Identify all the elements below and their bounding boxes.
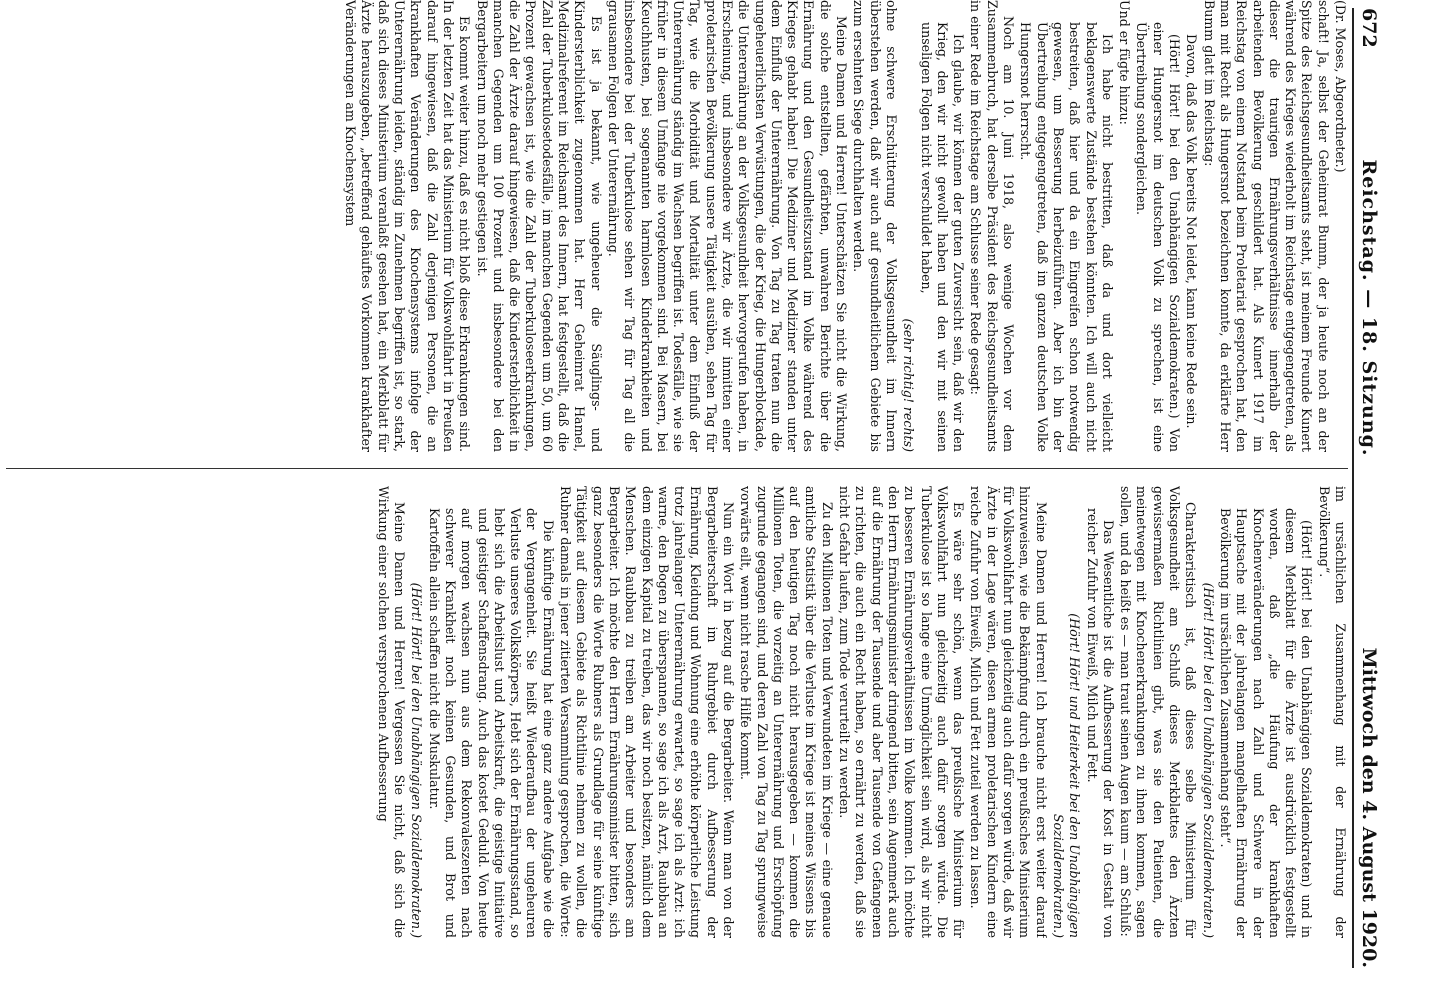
left-column-paragraph: (sehr richtig! rechts) [901, 318, 917, 452]
right-text-column [6, 486, 1348, 938]
right-column-paragraph: im ursächlichen Zusammenhang mit der Ernährung der Bevölkerung“. [1316, 486, 1348, 938]
right-column-paragraph: Die künftige Ernährung hat eine ganz andere Aufgabe wie die der Vergangenheit. Sie heißt Wiederaufbau der ungeheuren Verluste unseres Volkskörpers, Hebt sich der Ernährungsstand, so hebt sich die Arbeitslust und Arbeitskraft, die geistige Initiative und geistiger Schaffensdrang. Auch das kostet Geduld. Von heute auf morgen wachsen nun aus dem Rekonvaleszenten nach schwerer Krankheit noch keinen Gesunden, und Brot und Kartoffeln allein schaffen nicht die Muskulatur. [426, 508, 556, 938]
right-column-paragraph: Meine Damen und Herren! Ich brauche nicht erst weiter darauf hinzuweisen, wie die Bekämpfung durch ein preußisches Ministerium für Volkswohlfahrt nun gleichzeitig auch dafür sorgen würde, daß wir Ärzte in der Lage wären, diesen armen proletarischen Kindern eine reiche Zufuhr von Eiweiß, Milch und Fett zuteil werden zu lassen. [968, 486, 1049, 938]
left-column-paragraph: (Dr. Moses, Abgeordneter.) [1333, 0, 1348, 173]
running-header [1352, 8, 1392, 968]
right-column-paragraph: Das Wesentliche ist die Aufbesserung der Kost in Gestalt von reicher Zufuhr von Eiweiß, Milch und Fett. [1084, 508, 1116, 938]
left-column-paragraph: Davon, daß das Volk bereits Not leidet, kann keine Rede sein. [1184, 34, 1200, 429]
left-column-paragraph: Es ist ja bekannt, wie ungeheuer die Säuglings- und Kindersterblichkeit zugenommen hat. Herr Geheimrat Hamel, Medizinalreferent im Reichsamt des Innern, hat festgestellt, daß die Zahl der Tuberkulosetodesfälle, im manchen Gegenden um 50, um 60 Prozent gewachsen ist, wie die Zahl der Tuberkuloseerkrankungen, die Zahl der Ärzte darauf hingewiesen, daß die Kindersterblichkeit in manchen Gegenden um 100 Prozent und insbesondere bei den Bergarbeitern um noch mehr gestiegen ist. [474, 0, 604, 452]
right-column-paragraph: Meine Damen und Herren! Vergessen Sie nicht, daß sich die Wirkung einer solchen versprochenen Aufbesserung [375, 486, 408, 938]
right-column-paragraph: Es wäre sehr schön, wenn das preußische Ministerium für Volkswohlfahrt nun gleichzeitig auch dafür sorgen würde. Die Tuberkulose ist so lange eine Unmöglichkeit sein wird, als wir nicht zu besseren Ernährungsverhältnissen im Volke kommen. Ich möchte den Herrn Ernährungsminister dringend bitten, sein Augenmerk auch auf die Ernährung der Tausende und aber Tausende von Gefangenen zu richten, die auch ein Recht haben, so ernährt zu werden, daß sie nicht Gefahr laufen, zum Tode verurteilt zu werden. [837, 486, 967, 938]
left-column-paragraph: (Hört! Hört! bei den Unabhängigen Sozialdemokraten.) Von einer Hungersnot im deutschen Volk zu sprechen, ist eine Übertreibung sondergleichen. [1134, 22, 1183, 452]
right-column-paragraph: (Hört! Hört! bei den Unabhängigen Sozialdemokraten.) [409, 582, 425, 938]
left-column-paragraph: Es kommt weiter hinzu, daß es nicht bloß diese Erkrankungen sind. In der letzten Zeit hat das Ministerium für Volkswohlfahrt in Preußen darauf hingewiesen, daß die Zahl derjenigen Personen, die an krankhaften Veränderungen des Knochensystems infolge der Unterernährung leiden, ständig im Zunehmen begriffen ist, so stark, daß sich dieses Ministerium veranlaßt gesehen hat, ein Merkblatt für Ärzte herauszugeben, „betreffend gehäuftes Vorkommen krankhafter Veränderungen am Knochensystem [343, 0, 473, 452]
right-column-paragraph: (Hört! Hört! bei den Unabhängigen Sozialdemokraten.) [1200, 582, 1216, 938]
right-column-paragraph: Nun ein Wort in bezug auf die Bergarbeiter. Wenn man von der Bergarbeiterschaft im Ruhrgebiet durch Aufbesserung der Ernährung, Kleidung und Wohnung eine erhöhte körperliche Leistung trotz jahrelanger Unterernährung erwartet, so sage ich als Arzt: ich warne, den Bogen zu überspannen, so sage ich als Arzt, Raubbau an dem einzigen Kapital zu treiben, das wir noch besitzen, nämlich dem Menschen. Raubbau zu treiben am Arbeiter und besonders am Bergarbeiter. Ich möchte den Herrn Ernährungsminister bitten, sich ganz besonders die Worte Rubners als Grundlage für seine künftige Tätigkeit auf diesem Gebiete als Richtlinie nehmen zu wollen, die Rubner damals in jener zitierten Versammlung gesprochen, die Worte: [558, 486, 737, 938]
left-column-paragraph: ohne schwere Erschütterung der Volksgesundheit im Innern überstehen werden, daß wir auch auf gesundheitlichem Gebiete bis zum ersehnten Siege durchhalten werden. [851, 0, 899, 452]
left-column-paragraph: schaft! Ja, selbst der Geheimrat Bumm, der ja heute noch an der Spitze des Reichsgesundheitsamts steht, ist meinem Freunde Kunert während des Krieges wiederholt im Reichstage entgegengetreten, als dieser die traurigen Ernährungsverhältnisse innerhalb der arbeitenden Bevölkerung geschildert hat. Als Kunert 1917 im Reichstag von einem Notstand beim Proletariat gesprochen hat, den man mit Recht als Hungersnot bezeichnen konnte, da erklärte Herr Bumm glatt im Reichstag: [1201, 0, 1331, 452]
right-column-paragraph: (Hört! Hört! bei den Unabhängigen Sozialdemokraten) und in diesem Merkblatt für die Ärzte ist ausdrücklich festgestellt worden, daß „die Häufung der krankhaften Knochenveränderungen nach Zahl und Schwere in der Hauptsache mit der jahrelangen mangelhaften Ernährung der Bevölkerung im ursächlichen Zusammenhang steht“. [1217, 508, 1315, 938]
header-date: Mittwoch den 4. August 1920. [1358, 647, 1380, 968]
left-column-paragraph: Ich habe nicht bestritten, daß da und dort vielleicht beklagenswerte Zustände bestehen könnten. Ich will auch nicht bestreiten, daß hier und da ein Eingreifen schon notwendig gewesen, um Besserung herbeizuführen. Aber ich bin der Übertreibung entgegengetreten, daß im ganzen deutschen Volke Hungersnot herrscht. [1018, 22, 1115, 452]
left-column-paragraph: Meine Damen und Herren! Unterschätzen Sie nicht die Wirkung, die solche entstellten, gefärbten, unwahren Berichte über die Ernährung und den Gesundheitszustand im Volke während des Krieges gehabt haben! Die Mediziner und Mediziner standen unter dem Einfluß der Unterernährung. Von Tag zu Tag traten nun die ungeheuerlichsten Verwüstungen, die der Krieg, die Hungerblockade, die Unterernährung an der Volksgesundheit hervorgerufen haben, in Erscheinung, und insbesondere wir Ärzte, die wir inmitten einer proletarischen Bevölkerung unsere Tätigkeit ausüben, sehen Tag für Tag, wie die Morbidität und Mortalität unter dem Einfluß der Unterernährung ständig im Wachsen begriffen ist. Todesfälle, wie sie früher in diesem Umfange nie vorgekommen sind. Bei Masern, bei Keuchhusten, bei sogenannten harmlosen Kinderkrankheiten und insbesondere bei der Tuberkulose sehen wir Tag für Tag all die grausamen Folgen der Unterernährung. [605, 0, 850, 452]
right-column-paragraph: Charakteristisch ist, daß dieses selbe Ministerium für Volksgesundheit am Schluß dieses Merkblattes den Ärzten gewissermaßen Richtlinien gibt, was sie den Patienten, die meinetwegen mit Knochenerkrankungen zu ihnen kommen, sagen sollen, und da heißt es — man traut seinen Augen kaum — am Schluß: [1118, 486, 1199, 938]
column-divider [6, 468, 1348, 469]
left-column-paragraph: Und er fügte hinzu: [1117, 0, 1133, 125]
page-number: 672 [1358, 8, 1380, 48]
left-text-column [6, 0, 1348, 452]
left-column-paragraph: Noch am 10. Juni 1918, also wenige Wochen vor dem Zusammenbruch, hat derselbe Präsident des Reichsgesundheitsamts in einer Rede im Reichstage am Schlusse seiner Rede gesagt: [968, 0, 1017, 452]
right-column-paragraph: Zu den Millionen Toten und Verwundeten im Kriege — eine genaue amtliche Statistik über die Verluste im Kriege ist meines Wissens bis auf den heutigen Tag noch nicht herausgegeben — kommen die Millionen Toten, die vorzeitig an Unterernährung und Erschöpfung zugrunde gegangen sind, und deren Zahl von Tag zu Tag sprungweise vorwärts eilt, wenn nicht rasche Hilfe kommt. [738, 486, 835, 938]
header-title: Reichstag. — 18. Sitzung. [1358, 159, 1380, 457]
right-column-paragraph: (Hört! Hört! und Heiterkeit bei den Unabhängigen Sozialdemokraten.) [1050, 613, 1083, 938]
left-column-paragraph: Ich glaube, wir können der guten Zuversicht sein, daß wir den Krieg, den wir nicht gewollt haben und den wir mit seinen unseligen Folgen nicht verschuldet haben, [918, 22, 967, 452]
